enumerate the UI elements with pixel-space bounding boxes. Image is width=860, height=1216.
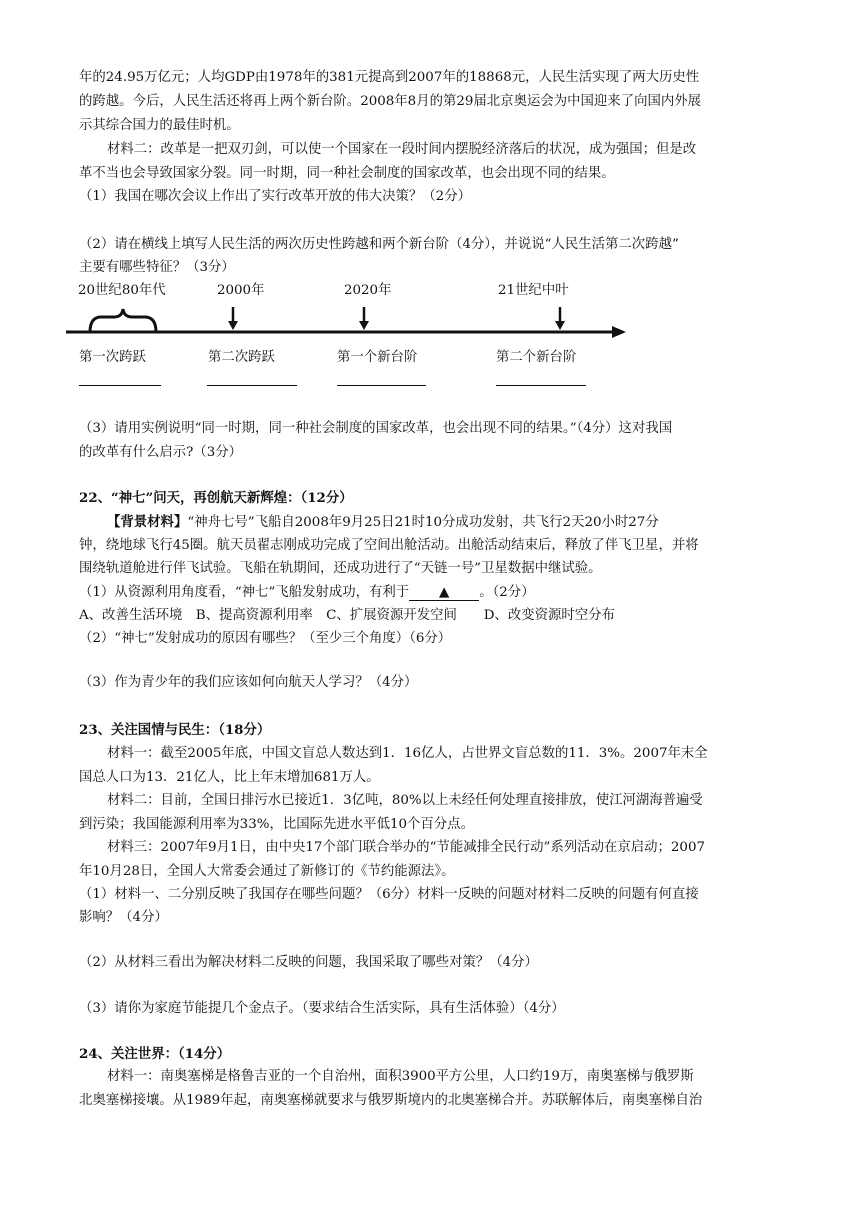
step-2-blank[interactable] bbox=[496, 385, 586, 386]
question-2-line-1: （2）请在横线上填写人民生活的两次历史性跨越和两个新台阶（4分），并说说“人民生活第二次跨越” bbox=[79, 237, 679, 252]
section-23-material-2-line-1: 材料二：目前，全国日排污水已接近1．3亿吨，80%以上未经任何处理直接排放，使江河湖海普遍受 bbox=[107, 793, 703, 808]
section-23-question-1-line-1: （1）材料一、二分别反映了我国存在哪些问题？（6分）材料一反映的问题对材料二反映的问题有何直接 bbox=[79, 887, 699, 902]
timeline-label-mid-century: 21世纪中叶 bbox=[498, 283, 569, 298]
section-23-material-1-line-1: 材料一：截至2005年底，中国文盲总人数达到1．16亿人，占世界文盲总数的11．3%。2007年末全 bbox=[107, 746, 708, 761]
section-22-options: A、改善生活环境 B、提高资源利用率 C、扩展资源开发空间 D、改变资源时空分布 bbox=[79, 608, 615, 623]
leap-2-blank[interactable] bbox=[207, 385, 297, 386]
question-1: （1）我国在哪次会议上作出了实行改革开放的伟大决策？（2分） bbox=[79, 189, 471, 204]
section-23-material-3-line-1: 材料三：2007年9月1日，由中央17个部门联合举办的“节能减排全民行动”系列活动在京启动；2007 bbox=[107, 840, 705, 855]
question-3-line-1: （3）请用实例说明“同一时期，同一种社会制度的国家改革，也会出现不同的结果。”（4分）这对我国 bbox=[79, 421, 673, 436]
timeline-label-2020: 2020年 bbox=[344, 283, 392, 298]
section-23-material-2-line-2: 到污染；我国能源利用率为33%，比国际先进水平低10个百分点。 bbox=[79, 817, 474, 832]
intro-line-3: 示其综合国力的最佳时机。 bbox=[79, 118, 240, 133]
section-23-heading: 23、关注国情与民生：（18分） bbox=[79, 722, 271, 738]
section-24-material-1-line-2: 北奥塞梯接壤。从1989年起，南奥塞梯就要求与俄罗斯境内的北奥塞梯合并。苏联解体后，南奥塞梯自治 bbox=[79, 1093, 703, 1108]
step-2-label: 第二个新台阶 bbox=[496, 350, 577, 365]
leap-1-label: 第一次跨跃 bbox=[79, 350, 146, 365]
section-24-material-1-line-1: 材料一：南奥塞梯是格鲁吉亚的一个自治州，面积3900平方公里，人口约19万，南奥塞梯与俄罗斯 bbox=[107, 1069, 694, 1084]
section-22-question-1: （1）从资源利用角度看，“神七”飞船发射成功，有利于 ▲ 。（2分） bbox=[79, 585, 535, 600]
section-23-material-3-line-2: 年10月28日，全国人大常委会通过了新修订的《节约能源法》。 bbox=[79, 864, 455, 879]
material-2-line-2: 革不当也会导致国家分裂。同一时期，同一种社会制度的国家改革，也会出现不同的结果。 bbox=[79, 166, 615, 181]
material-2-line-1: 材料二：改革是一把双刃剑，可以使一个国家在一段时间内摆脱经济落后的状况，成为强国；但是改 bbox=[107, 142, 697, 157]
leap-1-blank[interactable] bbox=[79, 385, 161, 386]
background-material-label: 【背景材料】 bbox=[107, 514, 188, 530]
section-23-question-2: （2）从材料三看出为解决材料二反映的问题，我国采取了哪些对策？（4分） bbox=[79, 955, 538, 970]
section-22-background-line-2: 钟，绕地球飞行45圈。航天员翟志刚成功完成了空间出舱活动。出舱活动结束后，释放了伴飞卫星，并将 bbox=[79, 538, 699, 553]
step-1-label: 第一个新台阶 bbox=[337, 350, 418, 365]
section-22-heading: 22、“神七”问天，再创航天新辉煌：（12分） bbox=[79, 490, 353, 506]
timeline-brace bbox=[90, 309, 156, 332]
question-2-line-2: 主要有哪些特征？（3分） bbox=[79, 260, 235, 275]
answer-blank[interactable]: ▲ bbox=[409, 586, 479, 601]
question-3-line-2: 的改革有什么启示?（3分） bbox=[79, 445, 242, 460]
section-24-heading: 24、关注世界：（14分） bbox=[79, 1046, 231, 1062]
intro-line-2: 的跨越。今后，人民生活还将再上两个新台阶。2008年8月的第29届北京奥运会为中国迎来了向国内外展 bbox=[79, 94, 702, 109]
section-22-question-2: （2）“神七”发射成功的原因有哪些？（至少三个角度）（6分） bbox=[79, 631, 452, 646]
timeline-arrowhead bbox=[612, 326, 626, 338]
section-23-material-1-line-2: 国总人口为13．21亿人，比上年末增加681万人。 bbox=[79, 770, 380, 785]
section-23-question-3: （3）请你为家庭节能提几个金点子。（要求结合生活实际，具有生活体验）（4分） bbox=[79, 1001, 565, 1016]
intro-line-1: 年的24.95万亿元；人均GDP由1978年的381元提高到2007年的18868元，人民生活实现了两大历史性 bbox=[79, 70, 700, 85]
section-22-background-line-3: 围绕轨道舱进行伴飞试验。飞船在轨期间，还成功进行了“天链一号”卫星数据中继试验。 bbox=[79, 561, 602, 576]
section-22-question-3: （3）作为青少年的我们应该如何向航天人学习？（4分） bbox=[79, 675, 418, 690]
leap-2-label: 第二次跨跃 bbox=[208, 350, 275, 365]
timeline-label-1980s: 20世纪80年代 bbox=[78, 283, 166, 298]
timeline-label-2000: 2000年 bbox=[217, 283, 265, 298]
step-1-blank[interactable] bbox=[337, 385, 426, 386]
section-22-background-line-1: 【背景材料】“神舟七号”飞船自2008年9月25日21时10分成功发射，共飞行2天20小时27分 bbox=[107, 514, 659, 530]
section-23-question-1-line-2: 影响？（4分） bbox=[79, 910, 168, 925]
